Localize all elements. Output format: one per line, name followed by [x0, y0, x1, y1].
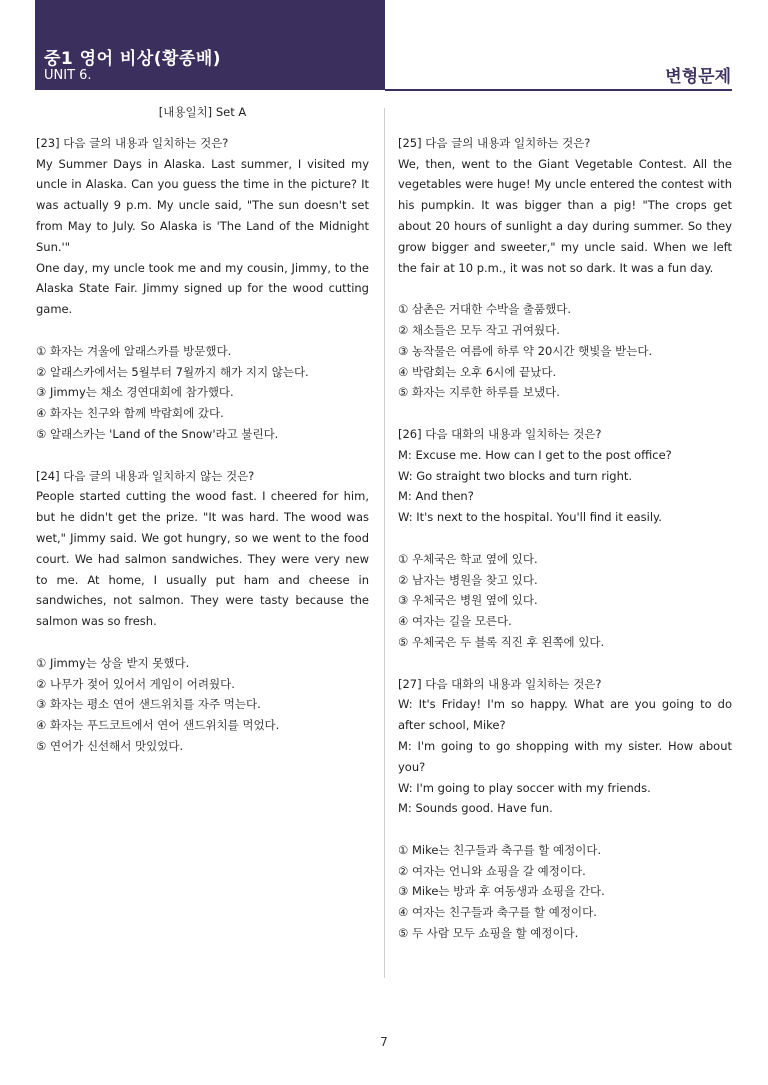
option: ③ 우체국은 병원 옆에 있다.	[398, 593, 538, 608]
question-23	[36, 133, 369, 445]
option-list	[36, 653, 369, 757]
question-25	[398, 133, 732, 403]
dialogue-line: M: Sounds good. Have fun.	[398, 801, 553, 816]
option-list	[398, 840, 732, 944]
option: ① Jimmy는 상을 받지 못했다.	[36, 655, 190, 670]
option: ⑤ 연어가 신선해서 맛있었다.	[36, 738, 184, 753]
dialogue	[398, 445, 732, 528]
option: ① 우체국은 학교 옆에 있다.	[398, 551, 538, 566]
page-number: 7	[380, 1035, 388, 1049]
option: ② 채소들은 모두 작고 귀여웠다.	[398, 322, 560, 337]
dialogue-line: M: I'm going to go shopping with my sister. How about you?	[398, 738, 732, 774]
set-label: [내용일치] Set A	[158, 105, 247, 119]
option: ③ 화자는 평소 연어 샌드위치를 자주 먹는다.	[36, 697, 261, 712]
question-27	[398, 674, 732, 944]
option: ④ 박람회는 오후 6시에 끝났다.	[398, 364, 557, 379]
option: ③ 농작물은 여름에 하루 약 20시간 햇빛을 받는다.	[398, 343, 653, 358]
column-divider	[384, 108, 385, 978]
option: ③ Jimmy는 채소 경연대회에 참가했다.	[36, 385, 234, 400]
option: ② 여자는 언니와 쇼핑을 갈 예정이다.	[398, 863, 586, 878]
dialogue-line: M: And then?	[398, 489, 474, 504]
left-column	[36, 102, 369, 778]
dialogue-line: W: I'm going to play soccer with my friends.	[398, 780, 651, 795]
right-column	[398, 102, 732, 965]
dialogue-line: W: It's Friday! I'm so happy. What are you going to do after school, Mike?	[398, 697, 732, 733]
option: ① 화자는 겨울에 알래스카를 방문했다.	[36, 343, 232, 358]
dialogue-line: W: It's next to the hospital. You'll find it easily.	[398, 510, 662, 525]
option: ⑤ 우체국은 두 블록 직진 후 왼쪽에 있다.	[398, 634, 605, 649]
option: ② 나무가 젖어 있어서 게임이 어려웠다.	[36, 676, 235, 691]
passage: My Summer Days in Alaska. Last summer, I visited my uncle in Alaska. Can you guess the time in the picture? It was actually 9 p.m. My uncle said, "The sun doesn't set from May to July. So Alaska is 'The Land of the Midnight Sun.'" One day, my uncle took me and my cousin, Jimmy, to the Alaska State Fair. Jimmy signed up for the wood cutting game.	[36, 156, 369, 317]
dialogue-line: M: Excuse me. How can I get to the post office?	[398, 447, 672, 462]
section-label: 변형문제	[665, 67, 731, 87]
question-heading: [23] 다음 글의 내용과 일치하는 것은?	[36, 135, 229, 150]
unit-label: UNIT 6.	[44, 68, 92, 83]
option: ④ 화자는 친구와 함께 박람회에 갔다.	[36, 406, 224, 421]
dialogue-line: W: Go straight two blocks and turn right.	[398, 468, 633, 483]
option-list	[398, 549, 732, 653]
question-heading: [24] 다음 글의 내용과 일치하지 않는 것은?	[36, 468, 255, 483]
option: ② 알래스카에서는 5월부터 7월까지 해가 지지 않는다.	[36, 364, 309, 379]
option: ② 남자는 병원을 찾고 있다.	[398, 572, 538, 587]
option-list	[36, 341, 369, 445]
option: ④ 여자는 친구들과 축구를 할 예정이다.	[398, 905, 597, 920]
dialogue	[398, 694, 732, 819]
option: ① 삼촌은 거대한 수박을 출품했다.	[398, 302, 572, 317]
option: ⑤ 화자는 지루한 하루를 보냈다.	[398, 385, 560, 400]
option: ④ 화자는 푸드코트에서 연어 샌드위치를 먹었다.	[36, 718, 280, 733]
option: ⑤ 알래스카는 'Land of the Snow'라고 불린다.	[36, 426, 279, 441]
passage: People started cutting the wood fast. I cheered for him, but he didn't get the prize. "It was hard. The wood was wet," Jimmy said. We got hungry, so we went to the food court. We had salmon sandwiches. They were very new to me. At home, I usually put ham and cheese in sandwiches, not salmon. They were tasty because the salmon was so fresh.	[36, 489, 369, 629]
question-heading: [25] 다음 글의 내용과 일치하는 것은?	[398, 135, 591, 150]
option: ③ Mike는 방과 후 여동생과 쇼핑을 간다.	[398, 884, 605, 899]
question-26	[398, 424, 732, 653]
question-heading: [27] 다음 대화의 내용과 일치하는 것은?	[398, 676, 602, 691]
option-list	[398, 299, 732, 403]
passage: We, then, went to the Giant Vegetable Contest. All the vegetables were huge! My uncle entered the contest with his pumpkin. It was bigger than a pig! "The crops get about 20 hours of sunlight a day during summer. So they grow bigger and sweeter," my uncle said. When we left the fair at 10 p.m., it was not so dark. It was a fun day.	[398, 156, 732, 275]
header-underline	[385, 89, 732, 91]
option: ⑤ 두 사람 모두 쇼핑을 할 예정이다.	[398, 926, 579, 941]
question-24	[36, 466, 369, 757]
question-heading: [26] 다음 대화의 내용과 일치하는 것은?	[398, 426, 602, 441]
option: ④ 여자는 길을 모른다.	[398, 614, 512, 629]
option: ① Mike는 친구들과 축구를 할 예정이다.	[398, 842, 602, 857]
document-title: 중1 영어 비상(황종배)	[44, 49, 222, 69]
